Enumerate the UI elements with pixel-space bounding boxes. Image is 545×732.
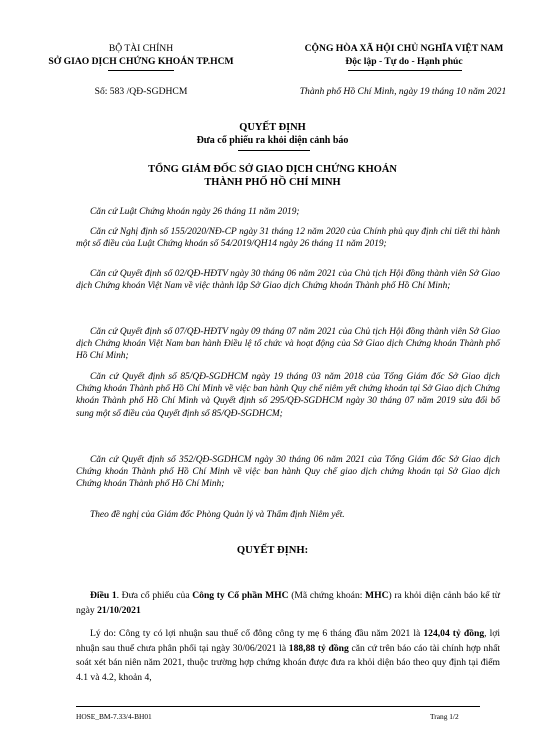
authority-line-1: TỔNG GIÁM ĐỐC SỞ GIAO DỊCH CHỨNG KHOÁN xyxy=(148,164,397,175)
basis-paragraph: Căn cứ Nghị định số 155/2020/NĐ-CP ngày 31 tháng 12 năm 2020 của Chính phủ quy định chi tiết thi hành một số điều của Luật Chứng khoán số 54/2019/QH14 ngày 26 tháng 11 năm 2019; xyxy=(76,227,500,250)
decision-subject: Đưa cổ phiếu ra khỏi diện cảnh báo xyxy=(196,135,349,146)
right-header-rule xyxy=(348,70,462,71)
article-text: (Mã chứng khoán: xyxy=(288,590,366,601)
form-code: HOSE_BM-7.33/4-BH01 xyxy=(76,712,152,721)
subject-rule xyxy=(238,150,310,151)
basis-paragraph: Căn cứ Luật Chứng khoán ngày 26 tháng 11 năm 2019; xyxy=(90,207,300,217)
authority-line-2: THÀNH PHỐ HỒ CHÍ MINH xyxy=(204,177,341,188)
article-text: ) ra khỏi diện cảnh báo kể từ ngày xyxy=(76,590,500,616)
reason-text: căn cứ trên báo cáo tài chính hợp nhất soát xét bán niên năm 2021, thuộc trường hợp chứng khoán được đưa ra khỏi diện báo theo quy định tại điểm 4.1 và 4.2, khoản 4, xyxy=(76,642,500,683)
article-text: . Đưa cổ phiếu của xyxy=(116,590,193,601)
effective-date: 21/10/2021 xyxy=(97,604,141,616)
parent-profit-value: 124,04 tỷ đồng xyxy=(423,628,485,639)
document-number: Số: 583 /QĐ-SGDHCM xyxy=(94,86,188,97)
exchange-name: SỞ GIAO DỊCH CHỨNG KHOÁN TP.HCM xyxy=(48,56,234,67)
basis-paragraph: Căn cứ Quyết định số 352/QĐ-SGDHCM ngày 30 tháng 06 năm 2021 của Tổng Giám đốc Sở Giao dịch Chứng khoán Thành phố Hồ Chí Minh về việc ban hành Quy chế giao dịch chứng khoán tại Sở Giao dịch Chứng khoán Thành phố Hồ Chí Minh; xyxy=(76,455,500,490)
decision-title: QUYẾT ĐỊNH xyxy=(239,122,306,133)
basis-paragraph: Theo đề nghị của Giám đốc Phòng Quản lý và Thẩm định Niêm yết. xyxy=(90,510,345,520)
reason-paragraph xyxy=(76,627,500,685)
reason-text: , lợi nhuận sau thuế chưa phân phối tại ngày 30/06/2021 là xyxy=(76,628,501,654)
page-number: Trang 1/2 xyxy=(430,712,459,721)
retained-profit-value: 188,88 tỷ đồng xyxy=(288,642,349,654)
company-name: Công ty Cổ phần MHC xyxy=(192,590,289,601)
basis-paragraph: Căn cứ Quyết định số 07/QĐ-HĐTV ngày 09 tháng 07 năm 2021 của Chủ tịch Hội đồng thành viên Sở Giao dịch Chứng khoán Việt Nam ban hành Điều lệ tổ chức và hoạt động của Sở Giao dịch Chứng khoán Thành phố Hồ Chí Minh; xyxy=(76,327,500,362)
footer-rule xyxy=(76,706,480,707)
left-header-rule xyxy=(108,70,174,71)
nation-motto: Độc lập - Tự do - Hạnh phúc xyxy=(345,56,463,67)
reason-text: Lý do: Công ty có lợi nhuận sau thuế cổ đông công ty mẹ 6 tháng đầu năm 2021 là xyxy=(90,628,424,639)
basis-paragraph: Căn cứ Quyết định số 02/QĐ-HĐTV ngày 30 tháng 06 năm 2021 của Chủ tịch Hội đồng thành viên Sở Giao dịch Chứng khoán Việt Nam về việc thành lập Sở Giao dịch Chứng khoán Thành phố Hồ Chí Minh; xyxy=(76,269,500,292)
article-1 xyxy=(76,589,500,618)
ticker: MHC xyxy=(365,590,389,601)
ministry-name: BỘ TÀI CHÍNH xyxy=(108,43,174,54)
decision-heading: QUYẾT ĐỊNH: xyxy=(236,545,309,556)
place-date: Thành phố Hồ Chí Minh, ngày 19 tháng 10 năm 2021 xyxy=(299,86,507,97)
article-label: Điều 1 xyxy=(90,590,117,601)
basis-paragraph: Căn cứ Quyết định số 85/QĐ-SGDHCM ngày 19 tháng 03 năm 2018 của Tổng Giám đốc Sở Giao dịch Chứng khoán Thành phố Hồ Chí Minh về việc ban hành Quy chế niêm yết chứng khoán tại Sở Giao dịch Chứng khoán Thành phố Hồ Chí Minh và Quyết định số 295/QĐ-SGDHCM ngày 30 tháng 07 năm 2019 sửa đổi bổ sung một số điều của Quyết định số 85/QĐ-SGDHCM; xyxy=(76,372,500,419)
nation-title: CỘNG HÒA XÃ HỘI CHỦ NGHĨA VIỆT NAM xyxy=(304,43,504,54)
